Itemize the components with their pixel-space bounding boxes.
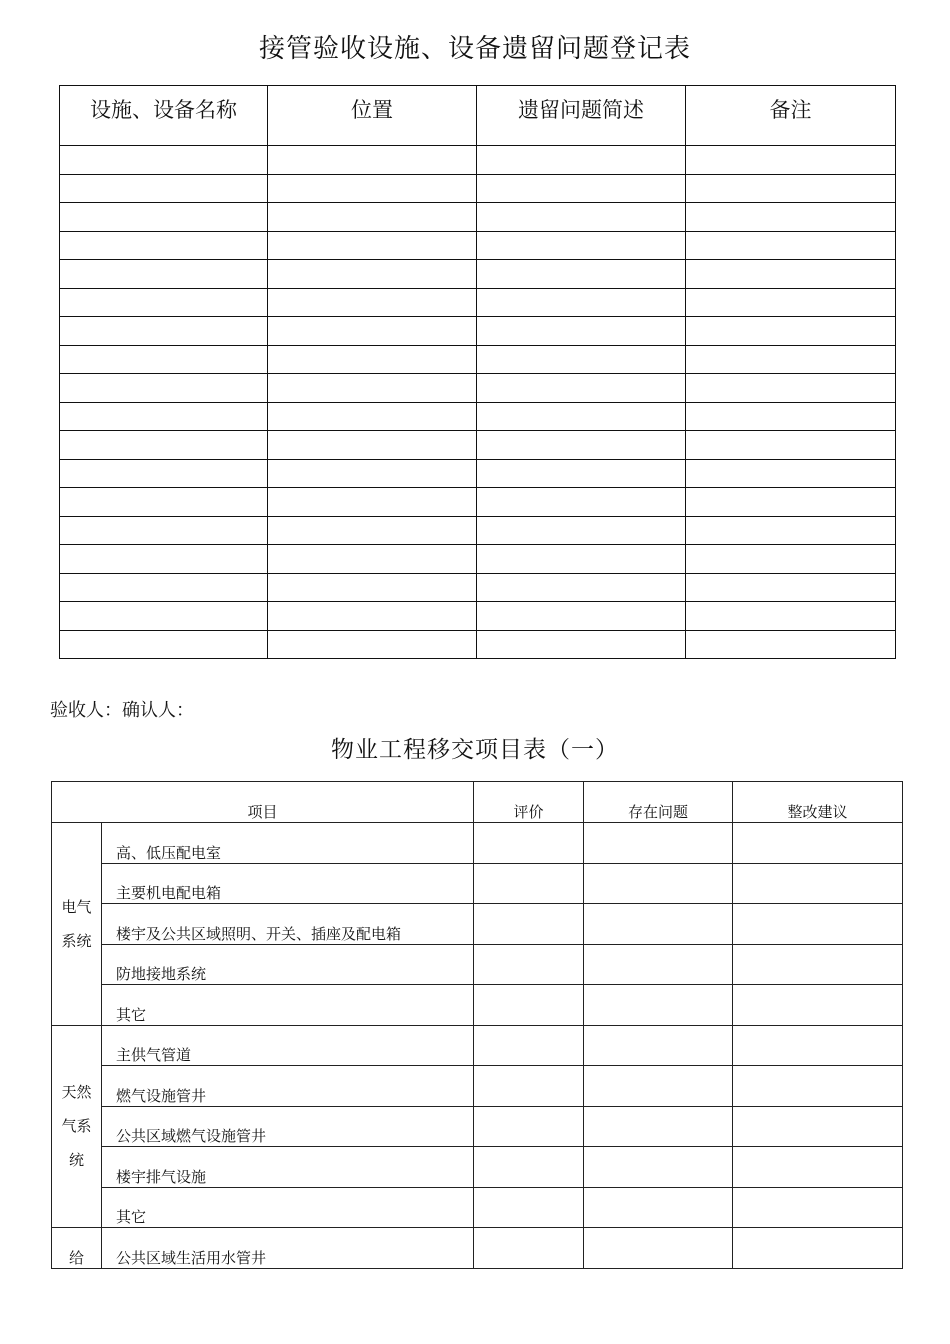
handover-col-suggestion: 整改建议 bbox=[733, 782, 903, 823]
handover-item-label: 楼宇排气设施 bbox=[102, 1147, 474, 1188]
handover-table bbox=[51, 781, 903, 1269]
handover-item-label: 主要机电配电箱 bbox=[102, 863, 474, 904]
handover-row bbox=[52, 1147, 903, 1188]
register-cell bbox=[477, 431, 686, 460]
register-row bbox=[60, 602, 896, 631]
register-col-remark: 备注 bbox=[686, 86, 896, 146]
signers-line: 验收人：确认人： bbox=[50, 700, 194, 721]
register-row bbox=[60, 516, 896, 545]
register-row bbox=[60, 402, 896, 431]
register-cell bbox=[686, 260, 896, 289]
register-cell bbox=[268, 630, 477, 659]
handover-item-label: 其它 bbox=[102, 1187, 474, 1228]
register-cell bbox=[686, 573, 896, 602]
register-row bbox=[60, 630, 896, 659]
rating-cell bbox=[474, 1187, 584, 1228]
suggestion-cell bbox=[733, 1147, 903, 1188]
register-cell bbox=[60, 288, 268, 317]
register-row bbox=[60, 288, 896, 317]
register-row bbox=[60, 174, 896, 203]
rating-cell bbox=[474, 863, 584, 904]
register-cell bbox=[477, 260, 686, 289]
register-cell bbox=[268, 203, 477, 232]
register-header-row bbox=[60, 86, 896, 146]
register-cell bbox=[60, 374, 268, 403]
rating-cell bbox=[474, 1106, 584, 1147]
register-cell bbox=[268, 288, 477, 317]
handover-row bbox=[52, 1025, 903, 1066]
register-cell bbox=[686, 516, 896, 545]
register-cell bbox=[686, 374, 896, 403]
register-title: 接管验收设施、设备遗留问题登记表 bbox=[258, 34, 691, 64]
register-cell bbox=[60, 602, 268, 631]
register-cell bbox=[477, 146, 686, 175]
suggestion-cell bbox=[733, 985, 903, 1026]
register-row bbox=[60, 374, 896, 403]
register-cell bbox=[60, 459, 268, 488]
suggestion-cell bbox=[733, 1228, 903, 1269]
register-cell bbox=[60, 516, 268, 545]
rating-cell bbox=[474, 1066, 584, 1107]
register-cell bbox=[477, 402, 686, 431]
register-col-location: 位置 bbox=[268, 86, 477, 146]
handover-item-label: 防地接地系统 bbox=[102, 944, 474, 985]
register-cell bbox=[60, 402, 268, 431]
issues-cell bbox=[584, 904, 733, 945]
register-cell bbox=[686, 345, 896, 374]
register-cell bbox=[60, 317, 268, 346]
register-cell bbox=[268, 573, 477, 602]
register-cell bbox=[268, 602, 477, 631]
system-group-label: 电气系统 bbox=[52, 823, 102, 1026]
issues-cell bbox=[584, 823, 733, 864]
rating-cell bbox=[474, 1147, 584, 1188]
rating-cell bbox=[474, 944, 584, 985]
register-col-name: 设施、设备名称 bbox=[60, 86, 268, 146]
rating-cell bbox=[474, 985, 584, 1026]
handover-header-row bbox=[52, 782, 903, 823]
register-cell bbox=[268, 317, 477, 346]
register-cell bbox=[268, 260, 477, 289]
handover-row bbox=[52, 1106, 903, 1147]
register-cell bbox=[60, 630, 268, 659]
suggestion-cell bbox=[733, 1187, 903, 1228]
issues-cell bbox=[584, 1106, 733, 1147]
register-cell bbox=[686, 488, 896, 517]
handover-item-label: 高、低压配电室 bbox=[102, 823, 474, 864]
register-cell bbox=[686, 146, 896, 175]
system-group-label: 给 bbox=[52, 1228, 102, 1269]
handover-item-label: 主供气管道 bbox=[102, 1025, 474, 1066]
handover-item-label: 公共区域燃气设施管井 bbox=[102, 1106, 474, 1147]
register-row bbox=[60, 573, 896, 602]
register-body bbox=[60, 146, 896, 659]
system-group-label: 天然气系统 bbox=[52, 1025, 102, 1228]
register-cell bbox=[477, 630, 686, 659]
register-cell bbox=[268, 374, 477, 403]
suggestion-cell bbox=[733, 863, 903, 904]
register-cell bbox=[60, 545, 268, 574]
register-table bbox=[59, 85, 896, 659]
issues-cell bbox=[584, 1187, 733, 1228]
register-col-issue: 遗留问题简述 bbox=[477, 86, 686, 146]
register-cell bbox=[60, 260, 268, 289]
register-row bbox=[60, 146, 896, 175]
suggestion-cell bbox=[733, 904, 903, 945]
rating-cell bbox=[474, 1228, 584, 1269]
issues-cell bbox=[584, 1025, 733, 1066]
register-cell bbox=[60, 174, 268, 203]
register-cell bbox=[477, 288, 686, 317]
register-cell bbox=[477, 345, 686, 374]
rating-cell bbox=[474, 904, 584, 945]
handover-row bbox=[52, 985, 903, 1026]
register-row bbox=[60, 459, 896, 488]
suggestion-cell bbox=[733, 1025, 903, 1066]
register-cell bbox=[477, 602, 686, 631]
register-cell bbox=[477, 516, 686, 545]
register-cell bbox=[686, 459, 896, 488]
register-cell bbox=[60, 146, 268, 175]
register-cell bbox=[477, 573, 686, 602]
register-cell bbox=[268, 459, 477, 488]
register-row bbox=[60, 231, 896, 260]
register-cell bbox=[268, 174, 477, 203]
register-cell bbox=[477, 374, 686, 403]
register-cell bbox=[60, 203, 268, 232]
register-cell bbox=[477, 203, 686, 232]
register-cell bbox=[686, 630, 896, 659]
register-cell bbox=[268, 545, 477, 574]
register-cell bbox=[268, 231, 477, 260]
register-cell bbox=[686, 431, 896, 460]
register-cell bbox=[477, 488, 686, 517]
register-cell bbox=[268, 146, 477, 175]
handover-col-item: 项目 bbox=[52, 782, 474, 823]
handover-item-label: 公共区域生活用水管井 bbox=[102, 1228, 474, 1269]
register-cell bbox=[477, 317, 686, 346]
register-cell bbox=[60, 345, 268, 374]
register-row bbox=[60, 545, 896, 574]
register-row bbox=[60, 260, 896, 289]
register-cell bbox=[686, 174, 896, 203]
handover-row bbox=[52, 944, 903, 985]
register-cell bbox=[60, 231, 268, 260]
register-cell bbox=[60, 573, 268, 602]
register-cell bbox=[477, 231, 686, 260]
issues-cell bbox=[584, 863, 733, 904]
handover-row bbox=[52, 904, 903, 945]
issues-cell bbox=[584, 1147, 733, 1188]
rating-cell bbox=[474, 823, 584, 864]
suggestion-cell bbox=[733, 823, 903, 864]
register-cell bbox=[477, 174, 686, 203]
issues-cell bbox=[584, 1228, 733, 1269]
register-row bbox=[60, 317, 896, 346]
issues-cell bbox=[584, 944, 733, 985]
handover-row bbox=[52, 863, 903, 904]
handover-row bbox=[52, 1228, 903, 1269]
register-cell bbox=[268, 402, 477, 431]
register-cell bbox=[60, 488, 268, 517]
register-cell bbox=[686, 288, 896, 317]
handover-row bbox=[52, 1187, 903, 1228]
register-cell bbox=[268, 345, 477, 374]
suggestion-cell bbox=[733, 1106, 903, 1147]
handover-item-label: 楼宇及公共区域照明、开关、插座及配电箱 bbox=[102, 904, 474, 945]
handover-row bbox=[52, 823, 903, 864]
register-cell bbox=[477, 545, 686, 574]
register-cell bbox=[60, 431, 268, 460]
handover-row bbox=[52, 1066, 903, 1107]
register-cell bbox=[686, 203, 896, 232]
suggestion-cell bbox=[733, 944, 903, 985]
register-cell bbox=[268, 431, 477, 460]
register-row bbox=[60, 488, 896, 517]
register-row bbox=[60, 431, 896, 460]
register-cell bbox=[686, 231, 896, 260]
register-cell bbox=[686, 317, 896, 346]
issues-cell bbox=[584, 1066, 733, 1107]
register-cell bbox=[268, 516, 477, 545]
rating-cell bbox=[474, 1025, 584, 1066]
register-cell bbox=[477, 459, 686, 488]
handover-col-rating: 评价 bbox=[474, 782, 584, 823]
register-row bbox=[60, 345, 896, 374]
register-row bbox=[60, 203, 896, 232]
register-cell bbox=[268, 488, 477, 517]
register-cell bbox=[686, 602, 896, 631]
issues-cell bbox=[584, 985, 733, 1026]
register-cell bbox=[686, 545, 896, 574]
register-cell bbox=[686, 402, 896, 431]
handover-title: 物业工程移交项目表（一） bbox=[331, 737, 619, 763]
handover-body bbox=[52, 782, 903, 1269]
suggestion-cell bbox=[733, 1066, 903, 1107]
handover-item-label: 燃气设施管井 bbox=[102, 1066, 474, 1107]
handover-col-issues: 存在问题 bbox=[584, 782, 733, 823]
handover-item-label: 其它 bbox=[102, 985, 474, 1026]
